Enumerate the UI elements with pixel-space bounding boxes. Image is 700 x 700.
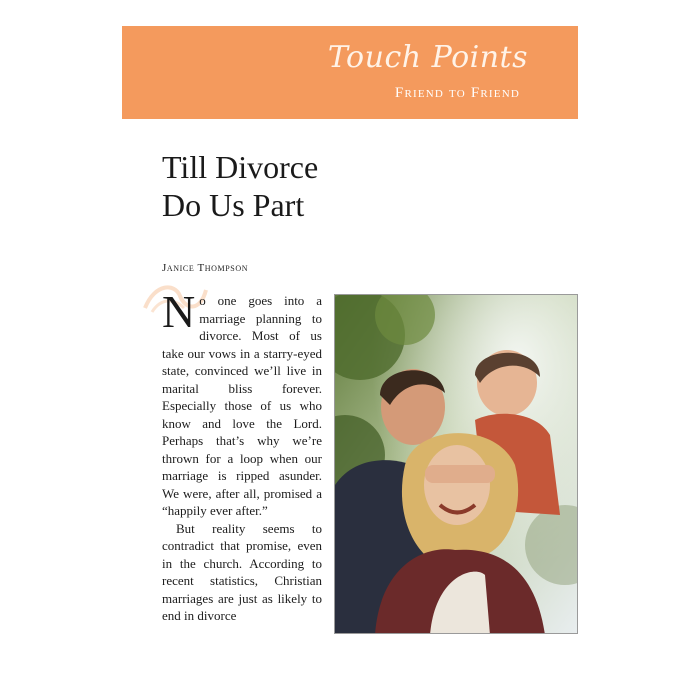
paragraph-2: But reality seems to contradict that promise, even in the church. According to recent statistics, Christian marriages are just as likely to end in divorce — [162, 520, 322, 623]
author-byline: Janice Thompson — [162, 262, 249, 274]
article-title — [162, 148, 318, 224]
header-banner — [122, 26, 578, 119]
article-title-line-1: Till Divorce — [162, 149, 319, 185]
paragraph-1 — [162, 286, 322, 520]
family-photo — [334, 294, 578, 634]
article-title-line-2: Do Us Part — [162, 187, 305, 223]
paragraph-1-text: o one goes into a marriage planning to divorce. Most of us take our vows in a starry-eyed state, convinced we’ll live in marital bliss forever. Especially those of us who know and love the Lord. Perhaps that’s why we’re thrown for a loop when our marriage is ripped asunder. We were, after all, promised a “happily ever after.” — [162, 293, 322, 518]
series-subtitle: Friend to Friend — [394, 85, 520, 101]
family-photo-image — [335, 295, 578, 634]
drop-cap: N — [162, 286, 196, 337]
magazine-page — [122, 26, 578, 646]
article-body — [162, 286, 322, 625]
series-title: Touch Points — [327, 40, 528, 75]
